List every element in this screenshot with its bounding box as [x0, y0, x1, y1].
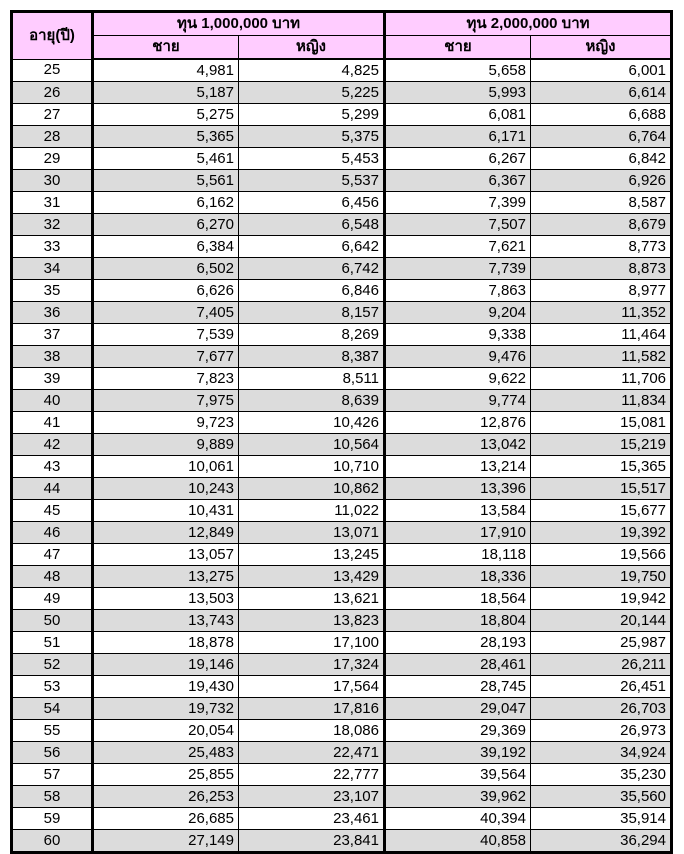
female-2m-cell: 35,560 [531, 786, 672, 808]
female-2m-cell: 6,001 [531, 59, 672, 82]
male-2m-cell: 5,993 [385, 82, 531, 104]
age-cell: 48 [12, 566, 93, 588]
female-1m-cell: 17,816 [239, 698, 385, 720]
female-2m-cell: 26,973 [531, 720, 672, 742]
group-2m-header: ทุน 2,000,000 บาท [385, 12, 672, 36]
male-2m-cell: 39,962 [385, 786, 531, 808]
male-1m-cell: 18,878 [93, 632, 239, 654]
female-2m-cell: 19,566 [531, 544, 672, 566]
table-row [12, 742, 672, 764]
female-1m-cell: 13,429 [239, 566, 385, 588]
male-2m-cell: 18,804 [385, 610, 531, 632]
age-cell: 44 [12, 478, 93, 500]
age-cell: 30 [12, 170, 93, 192]
male-2m-cell: 7,399 [385, 192, 531, 214]
male-2m-cell: 7,507 [385, 214, 531, 236]
female-2m-cell: 6,764 [531, 126, 672, 148]
table-row [12, 148, 672, 170]
table-row [12, 764, 672, 786]
age-cell: 49 [12, 588, 93, 610]
female-2m-cell: 11,464 [531, 324, 672, 346]
male-1m-cell: 7,677 [93, 346, 239, 368]
age-cell: 55 [12, 720, 93, 742]
male-2m-cell: 9,622 [385, 368, 531, 390]
female-2m-cell: 19,392 [531, 522, 672, 544]
male-1m-cell: 7,405 [93, 302, 239, 324]
male-1m-cell: 6,270 [93, 214, 239, 236]
male-1m-cell: 26,253 [93, 786, 239, 808]
age-cell: 54 [12, 698, 93, 720]
female-1m-cell: 5,299 [239, 104, 385, 126]
male-1m-cell: 7,823 [93, 368, 239, 390]
table-row [12, 566, 672, 588]
table-row [12, 280, 672, 302]
male-2m-cell: 40,858 [385, 830, 531, 853]
male-1m-cell: 6,162 [93, 192, 239, 214]
female-2m-cell: 8,977 [531, 280, 672, 302]
male-2m-cell: 6,367 [385, 170, 531, 192]
age-cell: 39 [12, 368, 93, 390]
male-1m-cell: 19,430 [93, 676, 239, 698]
female-1m-cell: 4,825 [239, 59, 385, 82]
female-2m-cell: 11,582 [531, 346, 672, 368]
age-cell: 57 [12, 764, 93, 786]
male-1m-cell: 10,061 [93, 456, 239, 478]
male-1m-cell: 5,561 [93, 170, 239, 192]
table-body [12, 59, 672, 853]
table-row [12, 59, 672, 82]
male-1m-cell: 7,975 [93, 390, 239, 412]
male-1m-cell: 20,054 [93, 720, 239, 742]
age-cell: 26 [12, 82, 93, 104]
male-1m-cell: 25,855 [93, 764, 239, 786]
female-2m-cell: 19,750 [531, 566, 672, 588]
male-1m-cell: 26,685 [93, 808, 239, 830]
male-2m-cell: 17,910 [385, 522, 531, 544]
age-cell: 50 [12, 610, 93, 632]
male-1m-cell: 6,384 [93, 236, 239, 258]
female-1m-cell: 11,022 [239, 500, 385, 522]
male-2m-cell: 28,193 [385, 632, 531, 654]
female-1m-header: หญิง [239, 36, 385, 60]
male-1m-cell: 10,431 [93, 500, 239, 522]
male-1m-cell: 27,149 [93, 830, 239, 853]
male-2m-cell: 9,204 [385, 302, 531, 324]
female-1m-cell: 5,537 [239, 170, 385, 192]
female-2m-cell: 6,688 [531, 104, 672, 126]
table-row [12, 676, 672, 698]
female-2m-cell: 8,587 [531, 192, 672, 214]
female-2m-cell: 8,873 [531, 258, 672, 280]
female-2m-cell: 15,365 [531, 456, 672, 478]
female-1m-cell: 13,621 [239, 588, 385, 610]
female-1m-cell: 8,157 [239, 302, 385, 324]
female-1m-cell: 17,324 [239, 654, 385, 676]
female-1m-cell: 13,823 [239, 610, 385, 632]
male-2m-cell: 9,774 [385, 390, 531, 412]
age-cell: 31 [12, 192, 93, 214]
age-cell: 40 [12, 390, 93, 412]
table-row [12, 808, 672, 830]
male-1m-cell: 9,889 [93, 434, 239, 456]
age-cell: 27 [12, 104, 93, 126]
table-row [12, 720, 672, 742]
age-cell: 38 [12, 346, 93, 368]
table-row [12, 104, 672, 126]
female-2m-cell: 15,517 [531, 478, 672, 500]
female-1m-cell: 23,841 [239, 830, 385, 853]
male-1m-cell: 25,483 [93, 742, 239, 764]
female-1m-cell: 8,387 [239, 346, 385, 368]
female-1m-cell: 13,071 [239, 522, 385, 544]
table-row [12, 654, 672, 676]
female-2m-header: หญิง [531, 36, 672, 60]
male-1m-cell: 5,275 [93, 104, 239, 126]
female-2m-cell: 26,211 [531, 654, 672, 676]
table-row [12, 126, 672, 148]
age-cell: 34 [12, 258, 93, 280]
age-cell: 60 [12, 830, 93, 853]
age-cell: 43 [12, 456, 93, 478]
table-row [12, 830, 672, 853]
female-1m-cell: 23,461 [239, 808, 385, 830]
male-1m-cell: 12,849 [93, 522, 239, 544]
female-2m-cell: 15,219 [531, 434, 672, 456]
male-1m-cell: 13,503 [93, 588, 239, 610]
table-row [12, 522, 672, 544]
male-2m-cell: 29,047 [385, 698, 531, 720]
female-1m-cell: 13,245 [239, 544, 385, 566]
table-header [12, 12, 672, 60]
male-1m-cell: 13,057 [93, 544, 239, 566]
age-cell: 28 [12, 126, 93, 148]
age-cell: 36 [12, 302, 93, 324]
male-1m-cell: 5,461 [93, 148, 239, 170]
table-row [12, 258, 672, 280]
female-1m-cell: 10,862 [239, 478, 385, 500]
table-row [12, 390, 672, 412]
table-row [12, 412, 672, 434]
table-row [12, 434, 672, 456]
table-row [12, 786, 672, 808]
male-2m-cell: 40,394 [385, 808, 531, 830]
male-2m-cell: 5,658 [385, 59, 531, 82]
table-row [12, 214, 672, 236]
male-2m-cell: 6,267 [385, 148, 531, 170]
age-cell: 35 [12, 280, 93, 302]
male-2m-cell: 7,739 [385, 258, 531, 280]
female-1m-cell: 22,471 [239, 742, 385, 764]
male-2m-cell: 13,214 [385, 456, 531, 478]
female-1m-cell: 6,846 [239, 280, 385, 302]
female-1m-cell: 17,100 [239, 632, 385, 654]
female-1m-cell: 6,456 [239, 192, 385, 214]
female-2m-cell: 19,942 [531, 588, 672, 610]
female-2m-cell: 8,679 [531, 214, 672, 236]
age-cell: 52 [12, 654, 93, 676]
age-cell: 47 [12, 544, 93, 566]
table-row [12, 500, 672, 522]
male-1m-cell: 6,626 [93, 280, 239, 302]
male-2m-cell: 39,192 [385, 742, 531, 764]
male-1m-cell: 19,146 [93, 654, 239, 676]
age-cell: 56 [12, 742, 93, 764]
male-2m-cell: 29,369 [385, 720, 531, 742]
table-row [12, 346, 672, 368]
male-1m-cell: 7,539 [93, 324, 239, 346]
header-row-groups [12, 12, 672, 36]
female-2m-cell: 36,294 [531, 830, 672, 853]
premium-table [10, 10, 673, 854]
male-2m-cell: 12,876 [385, 412, 531, 434]
table-row [12, 302, 672, 324]
male-1m-cell: 6,502 [93, 258, 239, 280]
age-cell: 53 [12, 676, 93, 698]
age-cell: 58 [12, 786, 93, 808]
table-row [12, 368, 672, 390]
table-row [12, 544, 672, 566]
table-row [12, 192, 672, 214]
female-1m-cell: 5,225 [239, 82, 385, 104]
female-1m-cell: 10,426 [239, 412, 385, 434]
female-1m-cell: 23,107 [239, 786, 385, 808]
male-2m-cell: 7,621 [385, 236, 531, 258]
table-row [12, 698, 672, 720]
female-2m-cell: 35,914 [531, 808, 672, 830]
male-2m-cell: 18,336 [385, 566, 531, 588]
age-cell: 45 [12, 500, 93, 522]
male-2m-header: ชาย [385, 36, 531, 60]
male-1m-cell: 5,365 [93, 126, 239, 148]
female-1m-cell: 18,086 [239, 720, 385, 742]
age-cell: 32 [12, 214, 93, 236]
table-row [12, 324, 672, 346]
female-2m-cell: 11,352 [531, 302, 672, 324]
female-1m-cell: 6,742 [239, 258, 385, 280]
male-1m-cell: 19,732 [93, 698, 239, 720]
table-row [12, 170, 672, 192]
age-cell: 33 [12, 236, 93, 258]
table-row [12, 632, 672, 654]
male-2m-cell: 13,584 [385, 500, 531, 522]
age-cell: 37 [12, 324, 93, 346]
female-1m-cell: 8,511 [239, 368, 385, 390]
female-1m-cell: 6,642 [239, 236, 385, 258]
premium-table-container [10, 10, 673, 854]
male-1m-cell: 13,275 [93, 566, 239, 588]
male-1m-header: ชาย [93, 36, 239, 60]
age-column-header: อายุ(ปี) [12, 12, 93, 60]
male-1m-cell: 13,743 [93, 610, 239, 632]
male-2m-cell: 13,396 [385, 478, 531, 500]
female-2m-cell: 34,924 [531, 742, 672, 764]
male-2m-cell: 28,745 [385, 676, 531, 698]
female-1m-cell: 10,710 [239, 456, 385, 478]
table-row [12, 610, 672, 632]
age-cell: 41 [12, 412, 93, 434]
table-row [12, 236, 672, 258]
female-2m-cell: 35,230 [531, 764, 672, 786]
female-2m-cell: 6,926 [531, 170, 672, 192]
table-row [12, 478, 672, 500]
female-1m-cell: 6,548 [239, 214, 385, 236]
male-1m-cell: 10,243 [93, 478, 239, 500]
age-cell: 51 [12, 632, 93, 654]
age-cell: 42 [12, 434, 93, 456]
table-row [12, 456, 672, 478]
age-cell: 25 [12, 59, 93, 82]
age-cell: 29 [12, 148, 93, 170]
male-2m-cell: 39,564 [385, 764, 531, 786]
male-2m-cell: 7,863 [385, 280, 531, 302]
male-2m-cell: 6,171 [385, 126, 531, 148]
age-cell: 46 [12, 522, 93, 544]
female-1m-cell: 5,453 [239, 148, 385, 170]
female-2m-cell: 26,451 [531, 676, 672, 698]
female-1m-cell: 17,564 [239, 676, 385, 698]
table-row [12, 588, 672, 610]
group-1m-header: ทุน 1,000,000 บาท [93, 12, 385, 36]
male-2m-cell: 9,338 [385, 324, 531, 346]
female-2m-cell: 20,144 [531, 610, 672, 632]
table-row [12, 82, 672, 104]
female-2m-cell: 25,987 [531, 632, 672, 654]
female-1m-cell: 8,269 [239, 324, 385, 346]
male-2m-cell: 28,461 [385, 654, 531, 676]
male-2m-cell: 9,476 [385, 346, 531, 368]
female-1m-cell: 8,639 [239, 390, 385, 412]
male-2m-cell: 18,564 [385, 588, 531, 610]
male-2m-cell: 6,081 [385, 104, 531, 126]
female-2m-cell: 6,842 [531, 148, 672, 170]
female-2m-cell: 15,677 [531, 500, 672, 522]
male-2m-cell: 13,042 [385, 434, 531, 456]
female-1m-cell: 10,564 [239, 434, 385, 456]
female-2m-cell: 15,081 [531, 412, 672, 434]
male-2m-cell: 18,118 [385, 544, 531, 566]
male-1m-cell: 5,187 [93, 82, 239, 104]
male-1m-cell: 9,723 [93, 412, 239, 434]
female-1m-cell: 5,375 [239, 126, 385, 148]
female-2m-cell: 26,703 [531, 698, 672, 720]
female-2m-cell: 11,834 [531, 390, 672, 412]
female-2m-cell: 11,706 [531, 368, 672, 390]
male-1m-cell: 4,981 [93, 59, 239, 82]
female-2m-cell: 6,614 [531, 82, 672, 104]
age-cell: 59 [12, 808, 93, 830]
female-1m-cell: 22,777 [239, 764, 385, 786]
female-2m-cell: 8,773 [531, 236, 672, 258]
header-row-gender [12, 36, 672, 60]
